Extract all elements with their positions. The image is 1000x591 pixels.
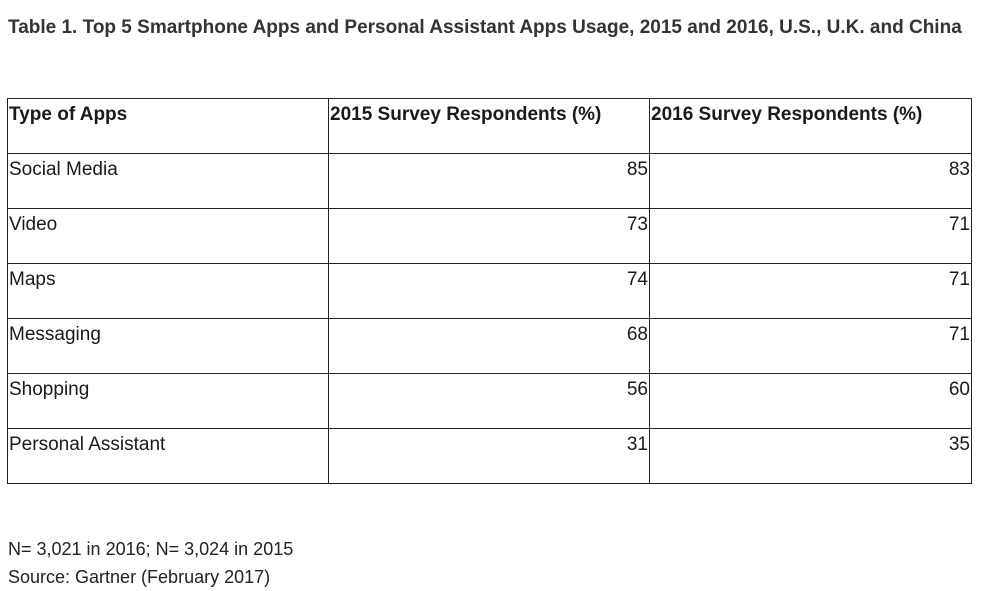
cell-app-type: Messaging xyxy=(8,319,329,374)
table-title: Table 1. Top 5 Smartphone Apps and Personal Assistant Apps Usage, 2015 and 2016, U.S., U.K. and China xyxy=(8,17,962,38)
column-header-2016: 2016 Survey Respondents (%) xyxy=(650,99,972,154)
cell-app-type: Shopping xyxy=(8,374,329,429)
cell-2016-value: 83 xyxy=(650,154,972,209)
table-row xyxy=(8,374,972,429)
cell-2015-value: 56 xyxy=(329,374,650,429)
cell-2016-value: 71 xyxy=(650,264,972,319)
source-note: Source: Gartner (February 2017) xyxy=(8,567,271,587)
header-row xyxy=(8,99,972,154)
cell-2016-value: 60 xyxy=(650,374,972,429)
cell-2016-value: 35 xyxy=(650,429,972,484)
table-body xyxy=(8,154,972,484)
cell-app-type: Social Media xyxy=(8,154,329,209)
data-table xyxy=(7,98,972,484)
cell-2015-value: 73 xyxy=(329,209,650,264)
cell-2015-value: 85 xyxy=(329,154,650,209)
cell-2015-value: 31 xyxy=(329,429,650,484)
table-row xyxy=(8,209,972,264)
cell-2015-value: 74 xyxy=(329,264,650,319)
column-header-type: Type of Apps xyxy=(8,99,329,154)
cell-app-type: Maps xyxy=(8,264,329,319)
table-row xyxy=(8,154,972,209)
sample-size-note: N= 3,021 in 2016; N= 3,024 in 2015 xyxy=(8,539,294,559)
table-row xyxy=(8,319,972,374)
cell-app-type: Personal Assistant xyxy=(8,429,329,484)
cell-app-type: Video xyxy=(8,209,329,264)
column-header-2015: 2015 Survey Respondents (%) xyxy=(329,99,650,154)
table-row xyxy=(8,429,972,484)
table-row xyxy=(8,264,972,319)
cell-2016-value: 71 xyxy=(650,319,972,374)
cell-2016-value: 71 xyxy=(650,209,972,264)
footer xyxy=(8,535,293,591)
cell-2015-value: 68 xyxy=(329,319,650,374)
